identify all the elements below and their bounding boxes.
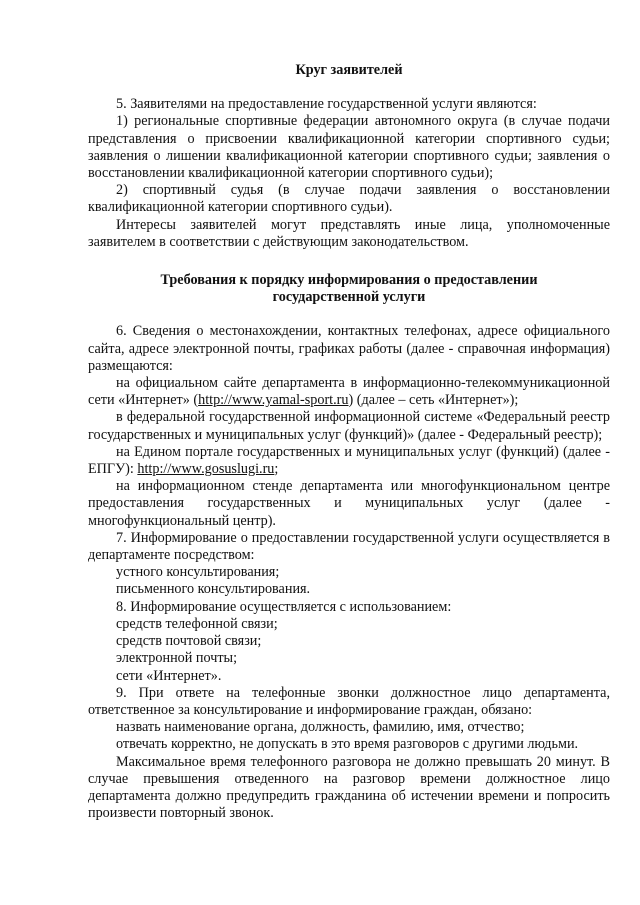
paragraph-6-website-tail: ) (далее – сеть «Интернет»); (348, 392, 519, 409)
paragraph-7-written: письменного консультирования. (116, 581, 311, 598)
yamal-sport-link[interactable]: http://www.yamal-sport.ru (198, 392, 349, 409)
paragraph-6-website-text: на официальном сайте департамента в информационно-телекоммуникационной сети «Интернет» ( (88, 375, 610, 409)
paragraph-10: Максимальное время телефонного разговора не должно превышать 20 минут. В случае превышения отведенного на разговор времени должностное лицо департамента должно предупредить гражданина об истечении времени и попросить произвести повторный звонок. (88, 753, 610, 822)
paragraph-9: 9. При ответе на телефонные звонки должностное лицо департамента, ответственное за консультирование и информирование граждан, обязано: (88, 684, 610, 718)
paragraph-9-correct: отвечать корректно, не допускать в это время разговоров с другими людьми. (116, 736, 579, 753)
paragraph-7: 7. Информирование о предоставлении государственной услуги осуществляется в департаменте посредством: (88, 529, 610, 564)
section-title-informing (88, 272, 610, 306)
paragraph-6-epgu-tail: ; (274, 461, 279, 478)
paragraph-5: 5. Заявителями на предоставление государственной услуги являются: (116, 96, 537, 113)
paragraph-8-internet: сети «Интернет». (116, 667, 222, 684)
paragraph-8-email: электронной почты; (116, 650, 238, 667)
gosuslugi-link[interactable]: http://www.gosuslugi.ru (137, 461, 275, 478)
paragraph-6-website (88, 375, 610, 409)
paragraph-7-oral: устного консультирования; (116, 564, 280, 581)
paragraph-9-name: назвать наименование органа, должность, фамилию, имя, отчество; (116, 719, 525, 736)
section-title-applicants: Круг заявителей (295, 62, 403, 78)
paragraph-6-epgu (88, 444, 610, 478)
paragraph-5-item-1: 1) региональные спортивные федерации автономного округа (в случае подачи представления о присвоении квалификационной категории спортивного судьи; заявления о лишении квалификационной категории спортивного судьи; заявления о восстановлении квалификационной категории спортивного судьи); (88, 113, 610, 182)
paragraph-8: 8. Информирование осуществляется с использованием: (116, 598, 452, 615)
paragraph-6: 6. Сведения о местонахождении, контактных телефонах, адресе официального сайта, адресе электронной почты, графиках работы (далее - справочная информация) размещаются: (88, 323, 610, 374)
paragraph-6-federal-registry: в федеральной государственной информационной системе «Федеральный реестр государственных и муниципальных услуг (функций)» (далее - Федеральный реестр); (88, 409, 610, 443)
section-title-informing-line-1: Требования к порядку информирования о предоставлении (160, 272, 538, 289)
section-title-informing-line-2: государственной услуги (272, 289, 426, 306)
paragraph-6-info-stand: на информационном стенде департамента или многофункциональном центре предоставления государственных и муниципальных услуг (далее - многофункциональный центр). (88, 478, 610, 529)
paragraph-6-epgu-text: на Едином портале государственных и муниципальных услуг (функций) (далее - ЕПГУ): (88, 443, 610, 478)
paragraph-8-phone: средств телефонной связи; (116, 615, 278, 632)
paragraph-5-representatives: Интересы заявителей могут представлять иные лица, уполномоченные заявителем в соответствии с действующим законодательством. (88, 216, 610, 250)
paragraph-8-post: средств почтовой связи; (116, 633, 262, 650)
paragraph-5-item-2: 2) спортивный судья (в случае подачи заявления о восстановлении квалификационной категории спортивного судьи). (88, 182, 610, 216)
